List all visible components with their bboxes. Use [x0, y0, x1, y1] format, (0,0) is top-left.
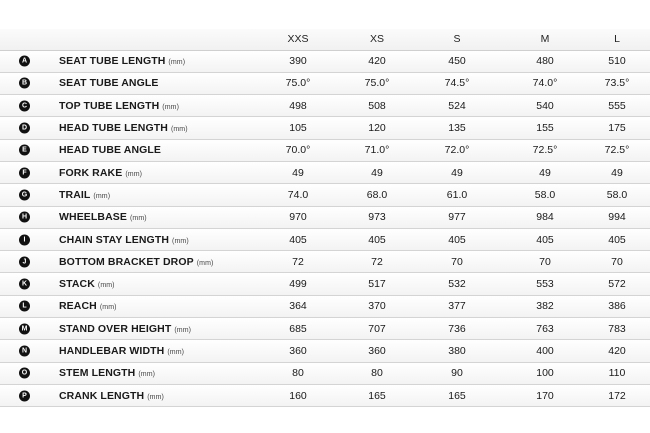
- measurement-unit: (mm): [168, 59, 186, 67]
- value-cell: 380: [448, 345, 466, 357]
- value-cell: 405: [289, 233, 307, 246]
- value-cell: 80: [292, 367, 304, 380]
- value-cell: 70.0°: [285, 144, 311, 157]
- value-cell: 165: [448, 389, 466, 402]
- value-cell: 480: [536, 55, 554, 68]
- value-cell: 763: [536, 322, 554, 335]
- value-cell: 172: [608, 389, 626, 402]
- value-cell: 555: [608, 99, 626, 112]
- table-row: [0, 385, 650, 407]
- table-header-row: [0, 29, 650, 51]
- measurement-name: STEM LENGTH: [59, 367, 136, 380]
- letter-badge-icon: C: [19, 100, 30, 111]
- measurement-name: SEAT TUBE ANGLE: [59, 77, 159, 90]
- measurement-unit: (mm): [162, 103, 180, 111]
- value-cell: 155: [536, 122, 554, 135]
- value-cell: 382: [536, 300, 554, 313]
- value-cell: 73.5°: [604, 77, 630, 90]
- table-row: [0, 229, 650, 251]
- value-cell: 405: [448, 233, 466, 246]
- value-cell: 72.5°: [604, 144, 630, 157]
- measurement-name: WHEELBASE: [59, 211, 127, 224]
- table-row: [0, 117, 650, 139]
- value-cell: 74.0: [287, 188, 309, 201]
- value-cell: 517: [368, 278, 386, 291]
- value-cell: 524: [448, 99, 466, 112]
- value-cell: 75.0°: [285, 77, 311, 90]
- value-cell: 553: [536, 278, 554, 291]
- table-row: [0, 318, 650, 340]
- value-cell: 71.0°: [364, 144, 390, 157]
- letter-badge-icon: M: [19, 323, 30, 334]
- value-cell: 973: [368, 211, 386, 224]
- value-cell: 572: [608, 278, 626, 291]
- value-cell: 499: [289, 278, 307, 291]
- value-cell: 400: [536, 345, 554, 357]
- measurement-label: [59, 55, 185, 67]
- geometry-table: [0, 29, 650, 407]
- value-cell: 58.0: [534, 188, 556, 201]
- column-header-s: S: [453, 33, 461, 46]
- value-cell: 70: [451, 255, 463, 268]
- value-cell: 61.0: [446, 188, 468, 201]
- measurement-label: [59, 367, 155, 379]
- measurement-unit: (mm): [196, 259, 214, 267]
- measurement-name: HEAD TUBE LENGTH: [59, 122, 168, 135]
- measurement-unit: (mm): [147, 393, 164, 401]
- measurement-label: [59, 211, 147, 223]
- value-cell: 360: [368, 345, 386, 357]
- measurement-label: [59, 300, 117, 312]
- measurement-unit: (mm): [167, 349, 185, 356]
- value-cell: 72.5°: [532, 144, 558, 157]
- table-row: [0, 73, 650, 95]
- table-row: [0, 340, 650, 362]
- value-cell: 970: [289, 211, 307, 224]
- letter-badge-icon: A: [19, 56, 30, 67]
- table-row: [0, 273, 650, 295]
- measurement-label: [59, 234, 189, 246]
- table-row: [0, 95, 650, 117]
- value-cell: 49: [539, 166, 551, 179]
- letter-badge-icon: H: [19, 212, 30, 223]
- measurement-label: [59, 189, 110, 201]
- measurement-name: HEAD TUBE ANGLE: [59, 144, 162, 157]
- table-row: [0, 251, 650, 273]
- value-cell: 120: [368, 122, 386, 135]
- value-cell: 72: [371, 255, 383, 268]
- measurement-label: [59, 100, 179, 112]
- value-cell: 100: [536, 367, 554, 380]
- letter-badge-icon: D: [19, 123, 30, 134]
- value-cell: 170: [536, 389, 554, 402]
- value-cell: 386: [608, 300, 626, 313]
- table-row: [0, 207, 650, 229]
- column-header-l: L: [614, 33, 620, 46]
- value-cell: 540: [536, 99, 554, 112]
- value-cell: 165: [368, 389, 386, 402]
- column-header-m: M: [540, 33, 550, 46]
- measurement-name: FORK RAKE: [59, 166, 123, 179]
- value-cell: 405: [608, 233, 626, 246]
- measurement-name: REACH: [59, 300, 97, 313]
- measurement-name: STAND OVER HEIGHT: [59, 322, 172, 335]
- value-cell: 49: [611, 166, 623, 179]
- measurement-name: SEAT TUBE LENGTH: [59, 55, 166, 68]
- table-row: [0, 51, 650, 73]
- letter-badge-icon: L: [19, 301, 30, 312]
- measurement-unit: (mm): [97, 282, 115, 290]
- value-cell: 90: [451, 367, 463, 380]
- value-cell: 390: [289, 55, 307, 68]
- value-cell: 364: [289, 300, 307, 313]
- letter-badge-icon: O: [19, 368, 30, 379]
- value-cell: 707: [368, 322, 386, 335]
- measurement-label: [59, 122, 188, 134]
- measurement-label: [59, 390, 164, 402]
- measurement-label: [59, 345, 184, 357]
- value-cell: 377: [448, 300, 466, 313]
- value-cell: 498: [289, 99, 307, 112]
- value-cell: 74.0°: [532, 77, 558, 90]
- value-cell: 74.5°: [444, 77, 470, 90]
- value-cell: 532: [448, 278, 466, 291]
- measurement-label: [59, 144, 164, 156]
- measurement-unit: (mm): [99, 304, 117, 312]
- value-cell: 49: [451, 166, 463, 179]
- letter-badge-icon: I: [19, 234, 30, 245]
- measurement-name: HANDLEBAR WIDTH: [59, 345, 165, 357]
- value-cell: 70: [611, 255, 623, 268]
- measurement-label: [59, 77, 162, 89]
- measurement-label: [59, 167, 142, 179]
- measurement-unit: (mm): [125, 170, 143, 178]
- value-cell: 49: [292, 166, 304, 179]
- measurement-name: TRAIL: [59, 188, 91, 201]
- letter-badge-icon: K: [19, 279, 30, 290]
- measurement-unit: (mm): [138, 371, 156, 379]
- value-cell: 72.0°: [444, 144, 470, 157]
- table-row: [0, 363, 650, 385]
- letter-badge-icon: N: [19, 346, 30, 357]
- value-cell: 75.0°: [364, 77, 390, 90]
- table-row: [0, 184, 650, 206]
- value-cell: 72: [292, 255, 304, 268]
- table-row: [0, 296, 650, 318]
- value-cell: 105: [289, 122, 307, 135]
- value-cell: 450: [448, 55, 466, 68]
- measurement-name: CRANK LENGTH: [59, 389, 145, 402]
- value-cell: 370: [368, 300, 386, 313]
- value-cell: 508: [368, 99, 386, 112]
- value-cell: 80: [371, 367, 383, 380]
- value-cell: 977: [448, 211, 466, 224]
- value-cell: 420: [368, 55, 386, 68]
- value-cell: 68.0: [366, 188, 388, 201]
- column-header-xxs: XXS: [287, 33, 309, 46]
- measurement-name: TOP TUBE LENGTH: [59, 99, 160, 112]
- measurement-unit: (mm): [172, 237, 189, 245]
- measurement-name: CHAIN STAY LENGTH: [59, 233, 170, 246]
- value-cell: 360: [289, 345, 307, 357]
- value-cell: 405: [368, 233, 386, 246]
- column-header-xs: XS: [369, 33, 384, 46]
- value-cell: 58.0: [606, 188, 628, 201]
- table-row: [0, 162, 650, 184]
- value-cell: 135: [448, 122, 466, 135]
- value-cell: 510: [608, 55, 626, 68]
- value-cell: 175: [608, 122, 626, 135]
- letter-badge-icon: B: [19, 78, 30, 89]
- value-cell: 994: [608, 211, 626, 224]
- measurement-unit: (mm): [174, 326, 192, 334]
- value-cell: 110: [608, 367, 626, 380]
- value-cell: 685: [289, 322, 307, 335]
- measurement-unit: (mm): [170, 126, 188, 134]
- measurement-unit: (mm): [93, 192, 111, 200]
- letter-badge-icon: P: [19, 390, 30, 401]
- value-cell: 984: [536, 211, 554, 224]
- measurement-name: STACK: [59, 278, 95, 291]
- table-row: [0, 140, 650, 162]
- letter-badge-icon: J: [19, 256, 30, 267]
- measurement-unit: (mm): [130, 215, 147, 223]
- value-cell: 160: [289, 389, 307, 402]
- value-cell: 736: [448, 322, 466, 335]
- measurement-label: [59, 256, 213, 268]
- letter-badge-icon: E: [19, 145, 30, 156]
- value-cell: 783: [608, 322, 626, 335]
- measurement-name: BOTTOM BRACKET DROP: [59, 255, 194, 268]
- letter-badge-icon: G: [19, 189, 30, 200]
- value-cell: 70: [539, 255, 551, 268]
- measurement-label: [59, 278, 115, 290]
- measurement-label: [59, 323, 191, 335]
- value-cell: 420: [608, 345, 626, 357]
- letter-badge-icon: F: [19, 167, 30, 178]
- value-cell: 49: [371, 166, 383, 179]
- value-cell: 405: [536, 233, 554, 246]
